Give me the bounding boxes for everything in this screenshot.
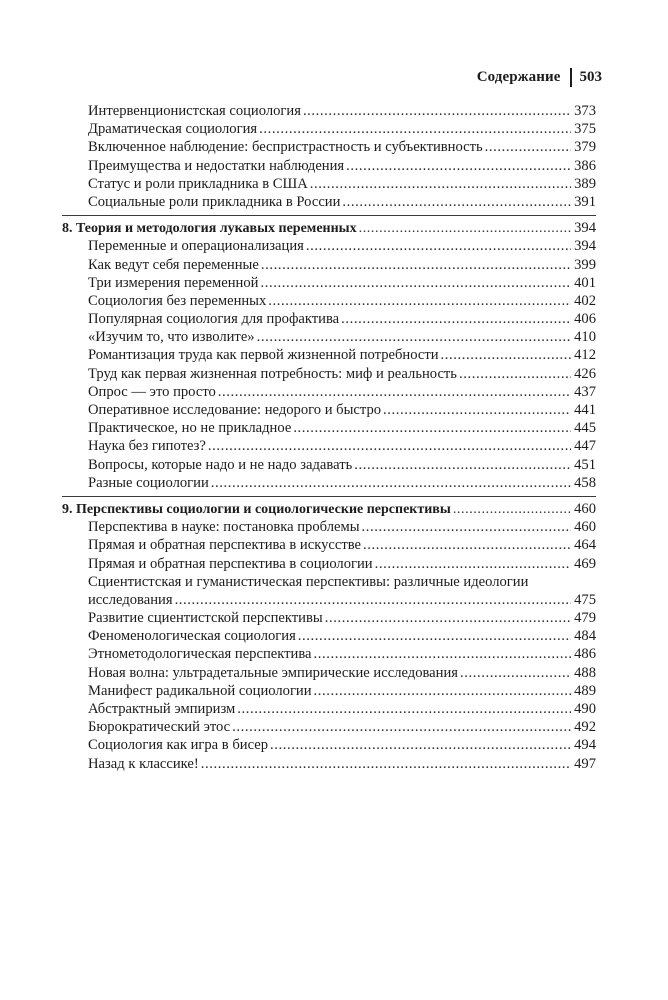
toc-entry-page: 475 xyxy=(574,591,596,608)
toc-entry-title: Этнометодологическая перспектива xyxy=(88,646,312,663)
toc-chapter-8 xyxy=(62,219,596,492)
toc-entry[interactable] xyxy=(62,175,596,193)
toc-entry-title: Драматическая социология xyxy=(88,121,258,138)
leader-dots xyxy=(232,718,571,736)
toc-entry-title: Труд как первая жизненная потребность: миф и реальность xyxy=(88,365,457,382)
leader-dots xyxy=(237,700,571,718)
toc-entry[interactable] xyxy=(62,627,596,645)
toc-entry-page: 494 xyxy=(574,737,596,754)
toc-entry-page: 386 xyxy=(574,157,596,174)
toc-entry[interactable] xyxy=(62,138,596,156)
toc-entry-title: Абстрактный эмпиризм xyxy=(88,701,236,717)
toc-entry-title: Социология без переменных xyxy=(88,292,267,309)
toc-entry-page: 451 xyxy=(574,456,596,473)
table-of-contents xyxy=(62,102,596,773)
leader-dots xyxy=(460,664,571,682)
leader-dots xyxy=(346,157,571,175)
toc-entry-page: 445 xyxy=(574,420,596,437)
leader-dots xyxy=(362,518,572,536)
leader-dots xyxy=(342,193,571,211)
toc-entry-page: 458 xyxy=(574,474,596,491)
toc-entry-page: 373 xyxy=(574,103,596,119)
leader-dots xyxy=(211,474,571,492)
leader-dots xyxy=(260,274,571,292)
toc-entry-title: «Изучим то, что изволите» xyxy=(88,329,255,346)
toc-entry[interactable] xyxy=(62,609,596,627)
leader-dots xyxy=(306,237,571,255)
toc-entry[interactable] xyxy=(62,383,596,401)
leader-dots xyxy=(259,120,571,138)
leader-dots xyxy=(208,437,571,455)
leader-dots xyxy=(175,591,572,609)
running-head xyxy=(477,66,602,88)
toc-entry-title: Социология как игра в бисер xyxy=(88,737,268,754)
toc-entry[interactable] xyxy=(62,419,596,437)
toc-section-continued xyxy=(62,102,596,211)
toc-entry-page: 490 xyxy=(574,701,596,717)
toc-entry-page: 402 xyxy=(574,292,596,309)
chapter-page: 460 xyxy=(574,500,596,517)
leader-dots xyxy=(314,645,572,663)
toc-entry-page: 460 xyxy=(574,519,596,536)
chapter-page: 394 xyxy=(574,220,596,237)
toc-entry-page: 391 xyxy=(574,193,596,210)
toc-entry[interactable] xyxy=(62,700,596,718)
leader-dots xyxy=(441,346,572,364)
toc-entry[interactable] xyxy=(62,157,596,175)
toc-entry-page: 394 xyxy=(574,238,596,255)
toc-entry-page: 484 xyxy=(574,628,596,645)
leader-dots xyxy=(310,175,571,193)
toc-entry-title: Новая волна: ультрадетальные эмпирические исследования xyxy=(88,664,458,681)
toc-entry-title: Вопросы, которые надо и не надо задавать xyxy=(88,456,353,473)
toc-entry[interactable] xyxy=(62,645,596,663)
toc-entry-page: 479 xyxy=(574,610,596,627)
chapter-heading[interactable] xyxy=(62,500,596,518)
toc-entry-title: Преимущества и недостатки наблюдения xyxy=(88,157,345,174)
toc-entry-title: Прямая и обратная перспектива в искусстве xyxy=(88,537,362,554)
section-divider xyxy=(62,215,596,216)
toc-entry[interactable] xyxy=(62,365,596,383)
toc-entry[interactable] xyxy=(62,310,596,328)
toc-entry-page: 489 xyxy=(574,682,596,699)
toc-entry-title-line1: Сциентистская и гуманистическая перспективы: различные идеологии xyxy=(88,573,529,590)
leader-dots xyxy=(383,401,571,419)
toc-entry-title: Феноменологическая социология xyxy=(88,628,296,645)
leader-dots xyxy=(261,256,571,274)
toc-entry[interactable] xyxy=(62,102,596,120)
toc-entry[interactable] xyxy=(62,346,596,364)
chapter-title: 9. Перспективы социологии и социологические перспективы xyxy=(62,501,451,517)
leader-dots xyxy=(257,328,572,346)
toc-entry-title: Развитие сциентистской перспективы xyxy=(88,610,323,627)
chapter-heading[interactable] xyxy=(62,219,596,237)
leader-dots xyxy=(354,456,571,474)
toc-entry-title: Популярная социология для профактива xyxy=(88,311,340,328)
toc-entry-page: 410 xyxy=(574,329,596,346)
leader-dots xyxy=(459,365,571,383)
toc-entry-page: 447 xyxy=(574,438,596,455)
toc-entry-page: 375 xyxy=(574,121,596,138)
toc-entry-title: Статус и роли прикладника в США xyxy=(88,175,308,192)
toc-entry[interactable] xyxy=(62,536,596,554)
leader-dots xyxy=(201,755,571,773)
toc-entry-page: 379 xyxy=(574,139,596,156)
toc-entry[interactable] xyxy=(62,755,596,773)
toc-entry[interactable] xyxy=(62,682,596,700)
leader-dots xyxy=(218,383,571,401)
toc-entry-page: 441 xyxy=(574,402,596,418)
toc-entry-title: Интервенционистская социология xyxy=(88,103,301,119)
toc-chapter-9 xyxy=(62,500,596,773)
toc-entry-page: 389 xyxy=(574,175,596,192)
toc-entry[interactable] xyxy=(62,555,596,573)
toc-entry-page: 488 xyxy=(574,664,596,681)
running-head-title: Содержание xyxy=(476,68,561,85)
leader-dots xyxy=(314,682,572,700)
leader-dots xyxy=(375,555,572,573)
toc-entry-page: 497 xyxy=(574,755,596,772)
toc-entry[interactable] xyxy=(62,237,596,255)
toc-entry-title: Разные социологии xyxy=(88,474,209,491)
toc-entry-title: Социальные роли прикладника в России xyxy=(88,193,341,210)
leader-dots xyxy=(325,609,571,627)
toc-entry-title: Включенное наблюдение: беспристрастность и субъективность xyxy=(88,139,483,156)
toc-entry-continuation xyxy=(88,591,596,609)
chapter-title: 8. Теория и методология лукавых переменных xyxy=(62,221,357,237)
toc-entry[interactable] xyxy=(62,437,596,455)
toc-entry[interactable] xyxy=(62,274,596,292)
leader-dots xyxy=(268,292,571,310)
toc-entry-title: Практическое, но не прикладное xyxy=(88,420,292,437)
toc-entry-title: Назад к классике! xyxy=(88,755,199,772)
leader-dots xyxy=(359,220,572,238)
toc-entry-multiline[interactable] xyxy=(62,573,596,609)
toc-entry-title-line2: исследования xyxy=(88,591,173,608)
leader-dots xyxy=(485,138,571,156)
toc-entry[interactable] xyxy=(62,256,596,274)
toc-entry-page: 412 xyxy=(574,347,596,364)
leader-dots xyxy=(293,419,571,437)
toc-entry-page: 399 xyxy=(574,256,596,273)
toc-entry[interactable] xyxy=(62,518,596,536)
toc-entry-title: Как ведут себя переменные xyxy=(88,256,259,273)
leader-dots xyxy=(363,536,571,554)
toc-entry-page: 486 xyxy=(574,646,596,663)
toc-entry-title: Наука без гипотез? xyxy=(88,438,206,455)
toc-entry-title: Перспектива в науке: постановка проблемы xyxy=(88,519,360,536)
page-number: 503 xyxy=(579,68,602,85)
leader-dots xyxy=(270,736,571,754)
toc-entry-title: Прямая и обратная перспектива в социологии xyxy=(88,555,373,572)
toc-entry[interactable] xyxy=(62,120,596,138)
running-head-divider xyxy=(570,68,572,87)
toc-entry-page: 469 xyxy=(574,555,596,572)
toc-entry-title: Бюрократический этос xyxy=(88,719,231,736)
toc-entry[interactable] xyxy=(62,456,596,474)
toc-entry[interactable] xyxy=(62,736,596,754)
toc-entry-title: Манифест радикальной социологии xyxy=(88,682,312,699)
toc-entry-page: 401 xyxy=(574,274,596,291)
toc-entry-title: Романтизация труда как первой жизненной потребности xyxy=(88,347,439,364)
toc-entry-page: 426 xyxy=(574,365,596,382)
toc-entry-title: Три измерения переменной xyxy=(88,274,259,291)
section-divider xyxy=(62,496,596,497)
leader-dots xyxy=(341,310,571,328)
toc-entry[interactable] xyxy=(62,193,596,211)
toc-entry-title: Переменные и операционализация xyxy=(88,238,304,255)
toc-entry-page: 437 xyxy=(574,383,596,400)
toc-entry[interactable] xyxy=(62,474,596,492)
toc-entry-page: 406 xyxy=(574,311,596,328)
leader-dots xyxy=(453,501,571,519)
toc-entry-page: 492 xyxy=(574,719,596,736)
leader-dots xyxy=(303,102,571,120)
toc-entry-title: Опрос — это просто xyxy=(88,383,216,400)
toc-entry-page: 464 xyxy=(574,537,596,554)
toc-entry[interactable] xyxy=(62,292,596,310)
toc-entry[interactable] xyxy=(62,664,596,682)
toc-entry[interactable] xyxy=(62,328,596,346)
leader-dots xyxy=(298,627,571,645)
toc-entry[interactable] xyxy=(62,718,596,736)
toc-entry[interactable] xyxy=(62,401,596,419)
toc-entry-title: Оперативное исследование: недорого и быстро xyxy=(88,402,382,418)
